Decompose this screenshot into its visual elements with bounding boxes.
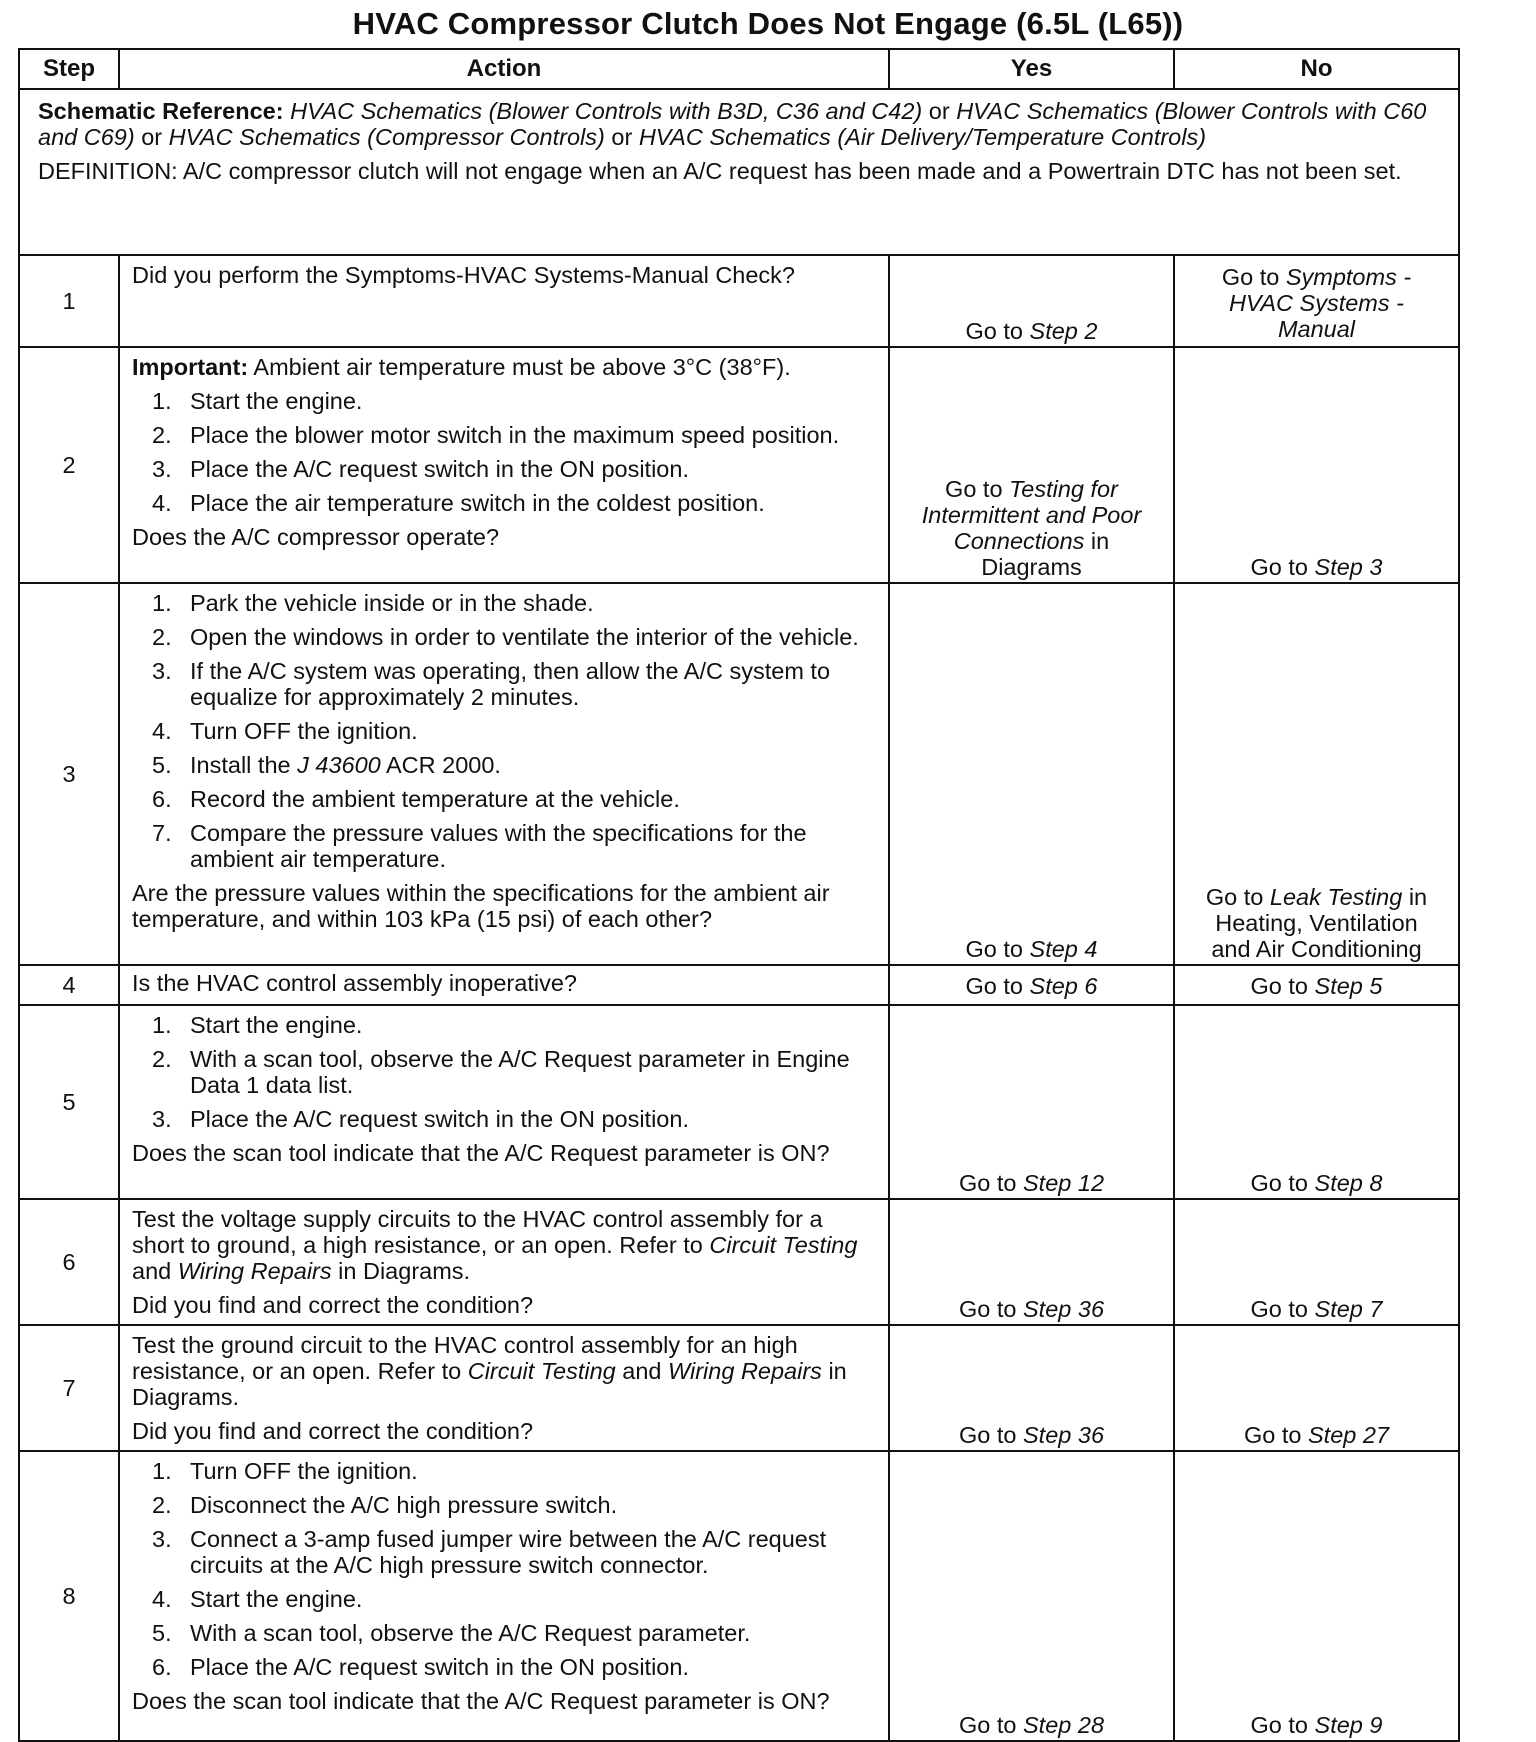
action-cell	[119, 347, 889, 583]
no-ref: Step 8	[1314, 1170, 1383, 1196]
yes-ref: Step 36	[1023, 1296, 1105, 1322]
question: Are the pressure values within the specifications for the ambient air temperature, and within 103 kPa (15 psi) of each other?	[132, 880, 830, 932]
action-cell	[119, 965, 889, 1005]
procedure-list	[132, 1012, 874, 1132]
no-cell: Go to Step 7	[1174, 1199, 1459, 1325]
list-item: 3. Place the A/C request switch in the ON position.	[152, 456, 689, 482]
table-row	[19, 1199, 1459, 1325]
header-row	[19, 49, 1459, 89]
question: Does the scan tool indicate that the A/C Request parameter is ON?	[132, 1140, 830, 1166]
no-ref: Step 7	[1314, 1296, 1383, 1322]
no-cell: Go to Step 8	[1174, 1005, 1459, 1199]
list-item: 4. Turn OFF the ignition.	[152, 718, 418, 744]
step-number: 7	[19, 1325, 119, 1451]
list-item: 5. With a scan tool, observe the A/C Request parameter.	[152, 1620, 751, 1646]
list-item: 3. Place the A/C request switch in the ON position.	[152, 1106, 689, 1132]
step-number: 1	[19, 255, 119, 347]
yes-ref: Step 36	[1023, 1422, 1105, 1448]
yes-cell: Go to Step 12	[889, 1005, 1174, 1199]
yes-ref: Step 12	[1023, 1170, 1105, 1196]
table-row	[19, 1005, 1459, 1199]
list-item: 5. Install the J 43600 ACR 2000.	[152, 752, 501, 778]
action-cell	[119, 255, 889, 347]
list-item: 2. Place the blower motor switch in the maximum speed position.	[152, 422, 840, 448]
step-number: 8	[19, 1451, 119, 1741]
question: Did you find and correct the condition?	[132, 1418, 534, 1444]
list-item: 6. Record the ambient temperature at the vehicle.	[152, 786, 680, 812]
table-row	[19, 1451, 1459, 1741]
list-item: 2. Open the windows in order to ventilate the interior of the vehicle.	[152, 624, 859, 650]
list-item: 2. With a scan tool, observe the A/C Request parameter in Engine Data 1 data list.	[152, 1046, 850, 1098]
action-cell	[119, 583, 889, 965]
list-item: 1. Start the engine.	[152, 1012, 363, 1038]
definition: DEFINITION: A/C compressor clutch will not engage when an A/C request has been made and a Powertrain DTC has not been set.	[38, 158, 1402, 184]
important-label: Important:	[132, 354, 249, 380]
no-ref: Step 3	[1314, 554, 1383, 580]
action-cell	[119, 1199, 889, 1325]
important-text: Ambient air temperature must be above 3°C (38°F).	[248, 354, 791, 380]
procedure-list	[132, 1458, 874, 1680]
or-text-1: or	[922, 98, 957, 124]
doc-ref: Circuit Testing	[709, 1232, 858, 1258]
header-no: No	[1174, 49, 1459, 89]
no-ref: Leak Testing	[1269, 884, 1403, 910]
yes-cell: Go to Testing for Intermittent and Poor Connections in Diagrams	[889, 347, 1174, 583]
yes-cell: Go to Step 6	[889, 965, 1174, 1005]
schematic-ref-2: HVAC Schematics (Blower Controls with C60 and C69)	[38, 98, 1427, 150]
header-action: Action	[119, 49, 889, 89]
table-row	[19, 255, 1459, 347]
question: Did you perform the Symptoms-HVAC Systems-Manual Check?	[132, 262, 796, 288]
list-item: 1. Park the vehicle inside or in the shade.	[152, 590, 594, 616]
schematic-ref-3: HVAC Schematics (Compressor Controls)	[168, 124, 605, 150]
or-text-2: or	[134, 124, 169, 150]
list-item: 3. If the A/C system was operating, then allow the A/C system to equalize for approximately 2 minutes.	[152, 658, 831, 710]
header-step: Step	[19, 49, 119, 89]
question: Does the scan tool indicate that the A/C Request parameter is ON?	[132, 1688, 830, 1714]
list-item: 2. Disconnect the A/C high pressure switch.	[152, 1492, 618, 1518]
yes-ref: Step 6	[1029, 973, 1098, 999]
doc-ref: Wiring Repairs	[668, 1358, 822, 1384]
no-cell: Go to Step 9	[1174, 1451, 1459, 1741]
no-cell: Go to Step 27	[1174, 1325, 1459, 1451]
step-number: 3	[19, 583, 119, 965]
yes-cell: Go to Step 4	[889, 583, 1174, 965]
schematic-ref-4: HVAC Schematics (Air Delivery/Temperature Controls)	[638, 124, 1207, 150]
no-ref: Step 5	[1314, 973, 1383, 999]
instruction: Test the ground circuit to the HVAC control assembly for an high resistance, or an open. Refer to Circuit Testing and Wiring Repairs in Diagrams.	[132, 1332, 847, 1410]
table-row	[19, 1325, 1459, 1451]
reference-row	[19, 89, 1459, 255]
yes-cell: Go to Step 28	[889, 1451, 1174, 1741]
procedure-list	[132, 590, 874, 872]
schematic-label: Schematic Reference:	[38, 98, 284, 124]
instruction: Test the voltage supply circuits to the HVAC control assembly for a short to ground, a high resistance, or an open. Refer to Circuit Testing and Wiring Repairs in Diagrams.	[132, 1206, 858, 1284]
list-item: 3. Connect a 3-amp fused jumper wire between the A/C request circuits at the A/C high pressure switch connector.	[152, 1526, 827, 1578]
yes-cell: Go to Step 36	[889, 1199, 1174, 1325]
diagnostic-table	[18, 48, 1460, 1742]
action-cell	[119, 1005, 889, 1199]
table-row	[19, 347, 1459, 583]
no-cell: Go to Step 3	[1174, 347, 1459, 583]
yes-ref: Step 4	[1029, 936, 1098, 962]
step-number: 2	[19, 347, 119, 583]
no-ref: Step 27	[1308, 1422, 1390, 1448]
schematic-ref-1: HVAC Schematics (Blower Controls with B3D, C36 and C42)	[290, 98, 923, 124]
yes-ref: Step 28	[1023, 1712, 1105, 1738]
yes-cell	[889, 255, 1174, 347]
list-item: 1. Start the engine.	[152, 388, 363, 414]
list-item: 7. Compare the pressure values with the specifications for the ambient air temperature.	[152, 820, 807, 872]
question: Did you find and correct the condition?	[132, 1292, 534, 1318]
no-cell: Go to Step 5	[1174, 965, 1459, 1005]
no-prefix: Go to	[1221, 264, 1286, 290]
question: Is the HVAC control assembly inoperative?	[132, 970, 577, 996]
yes-ref: Step 2	[1029, 318, 1098, 344]
doc-ref: Circuit Testing	[467, 1358, 616, 1384]
step-number: 6	[19, 1199, 119, 1325]
yes-ref: Testing for Intermittent and Poor Connections	[921, 476, 1142, 554]
no-cell	[1174, 255, 1459, 347]
list-item: 6. Place the A/C request switch in the ON position.	[152, 1654, 689, 1680]
header-yes: Yes	[889, 49, 1174, 89]
list-item: 4. Place the air temperature switch in the coldest position.	[152, 490, 765, 516]
doc-ref: Wiring Repairs	[177, 1258, 332, 1284]
important-note	[132, 354, 874, 380]
step-number: 5	[19, 1005, 119, 1199]
no-cell: Go to Leak Testing in Heating, Ventilation and Air Conditioning	[1174, 583, 1459, 965]
no-ref: Step 9	[1314, 1712, 1383, 1738]
list-item: 4. Start the engine.	[152, 1586, 363, 1612]
procedure-list	[132, 388, 874, 516]
or-text-3: or	[604, 124, 639, 150]
step-number: 4	[19, 965, 119, 1005]
action-cell	[119, 1325, 889, 1451]
yes-cell: Go to Step 36	[889, 1325, 1174, 1451]
schematic-reference	[38, 98, 1446, 150]
question: Does the A/C compressor operate?	[132, 524, 500, 550]
yes-prefix: Go to	[965, 318, 1030, 344]
no-ref: Symptoms - HVAC Systems - Manual	[1229, 264, 1412, 342]
action-cell	[119, 1451, 889, 1741]
table-row	[19, 965, 1459, 1005]
table-row	[19, 583, 1459, 965]
tool-ref: J 43600	[297, 752, 381, 778]
page-title: HVAC Compressor Clutch Does Not Engage (6.5L (L65))	[352, 6, 1184, 41]
list-item: 1. Turn OFF the ignition.	[152, 1458, 418, 1484]
